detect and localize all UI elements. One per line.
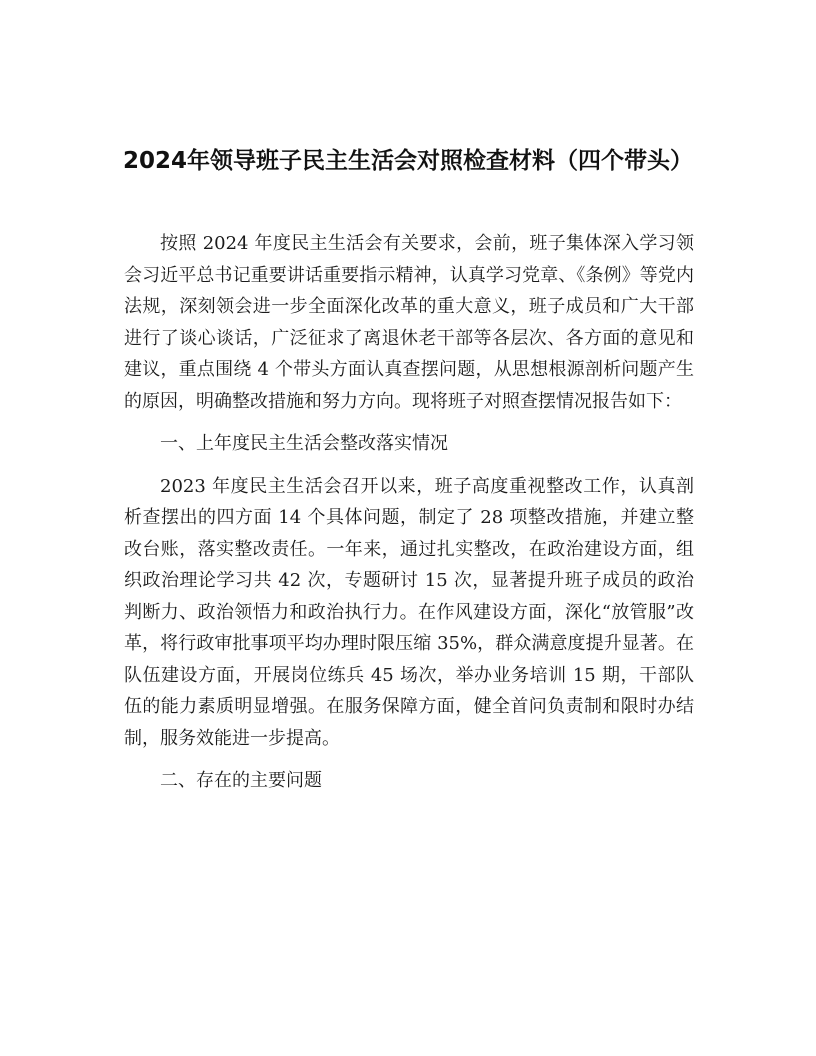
intro-paragraph: 按照 2024 年度民主生活会有关要求，会前，班子集体深入学习领会习近平总书记重要讲话重要指示精神，认真学习党章、《条例》等党内法规，深刻领会进一步全面深化改革的重大意义，班子成员和广大干部进行了谈心谈话，广泛征求了离退休老干部等各层次、各方面的意见和建议，重点围绕 4 个带头方面认真查摆问题，从思想根源剖析问题产生的原因，明确整改措施和努力方向。现将班子对照查摆情况报告如下： [124, 233, 694, 412]
section-heading-2: 二、存在的主要问题 [160, 770, 322, 791]
document-body [124, 228, 694, 808]
document-title: 2024年领导班子民主生活会对照检查材料（四个带头） [122, 148, 693, 174]
section-heading-1: 一、上年度民主生活会整改落实情况 [160, 433, 448, 454]
rectification-paragraph: 2023 年度民主生活会召开以来，班子高度重视整改工作，认真剖析查摆出的四方面 14 个具体问题，制定了 28 项整改措施，并建立整改台账，落实整改责任。一年来，通过扎实整改，在政治建设方面，组织政治理论学习共 42 次，专题研讨 15 次，显著提升班子成员的政治判断力、政治领悟力和政治执行力。在作风建设方面，深化“放管服”改革，将行政审批事项平均办理时限压缩 35%，群众满意度提升显著。在队伍建设方面，开展岗位练兵 45 场次，举办业务培训 15 期，干部队伍的能力素质明显增强。在服务保障方面，健全首问负责制和限时办结制，服务效能进一步提高。 [124, 475, 694, 749]
